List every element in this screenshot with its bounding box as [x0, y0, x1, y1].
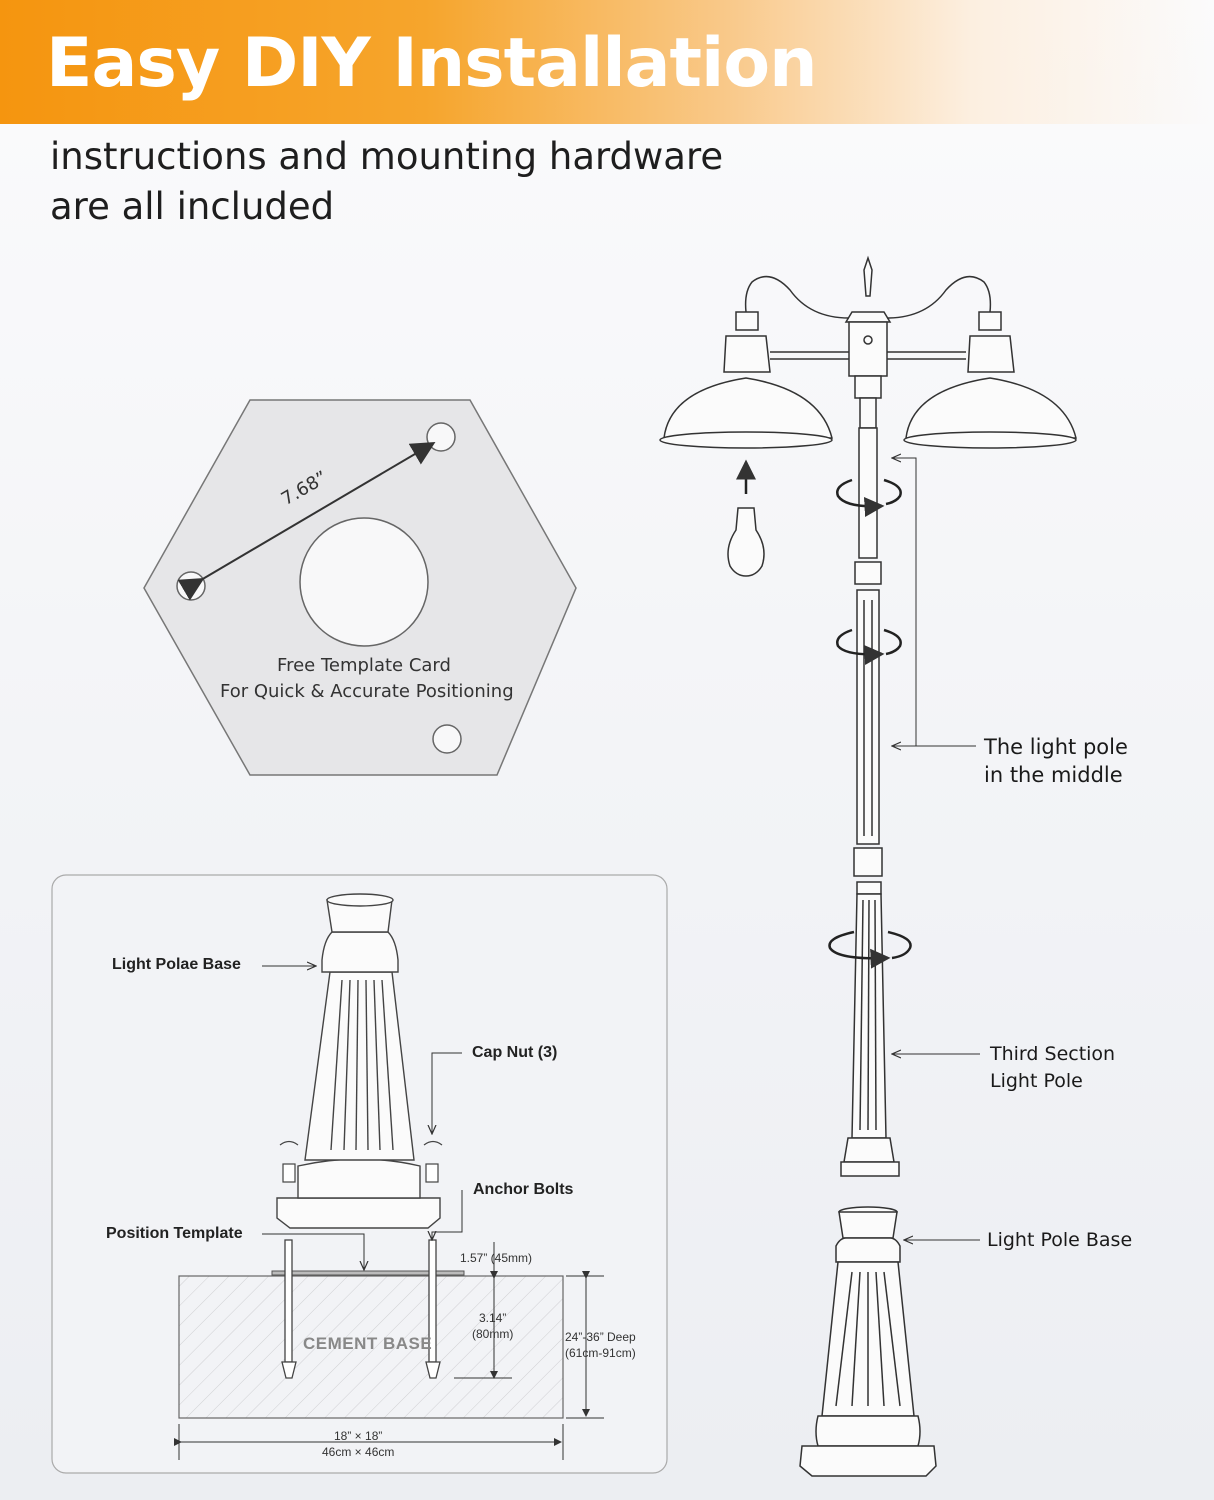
subtitle-line-2: are all included — [50, 185, 335, 228]
label-cement-base: CEMENT BASE — [303, 1334, 433, 1353]
template-caption — [220, 653, 514, 705]
bolt-hole-2 — [177, 572, 205, 600]
dim-top: 1.57” (45mm) — [460, 1251, 533, 1265]
page-title: Easy DIY Installation — [46, 24, 817, 103]
template-caption-line-1: Free Template Card — [277, 655, 451, 676]
label-cap-nut: Cap Nut (3) — [472, 1044, 558, 1061]
pole-hole — [300, 518, 428, 646]
bolt-hole-3 — [433, 725, 461, 753]
dim-mid: 3.14” (80mm) — [472, 1311, 514, 1341]
label-third-section: Third Section Light Pole — [990, 1043, 1116, 1092]
dim-depth: 24”-36” Deep (61cm-91cm) — [565, 1330, 636, 1360]
label-light-polae-base: Light Polae Base — [112, 956, 241, 973]
subtitle-line-1: instructions and mounting hardware — [50, 135, 724, 178]
template-dimension: 7.68” — [277, 467, 332, 511]
label-position-template: Position Template — [106, 1225, 243, 1242]
lamp-post — [660, 258, 1076, 1476]
template-card — [144, 400, 576, 775]
dim-width: 18” × 18” 46cm × 46cm — [322, 1429, 395, 1459]
label-anchor-bolts: Anchor Bolts — [473, 1181, 574, 1198]
template-caption-line-2: For Quick & Accurate Positioning — [220, 681, 514, 702]
bolt-hole-1 — [427, 423, 455, 451]
label-pole-base: Light Pole Base — [987, 1229, 1133, 1251]
label-middle-pole: The light pole in the middle — [984, 735, 1128, 787]
